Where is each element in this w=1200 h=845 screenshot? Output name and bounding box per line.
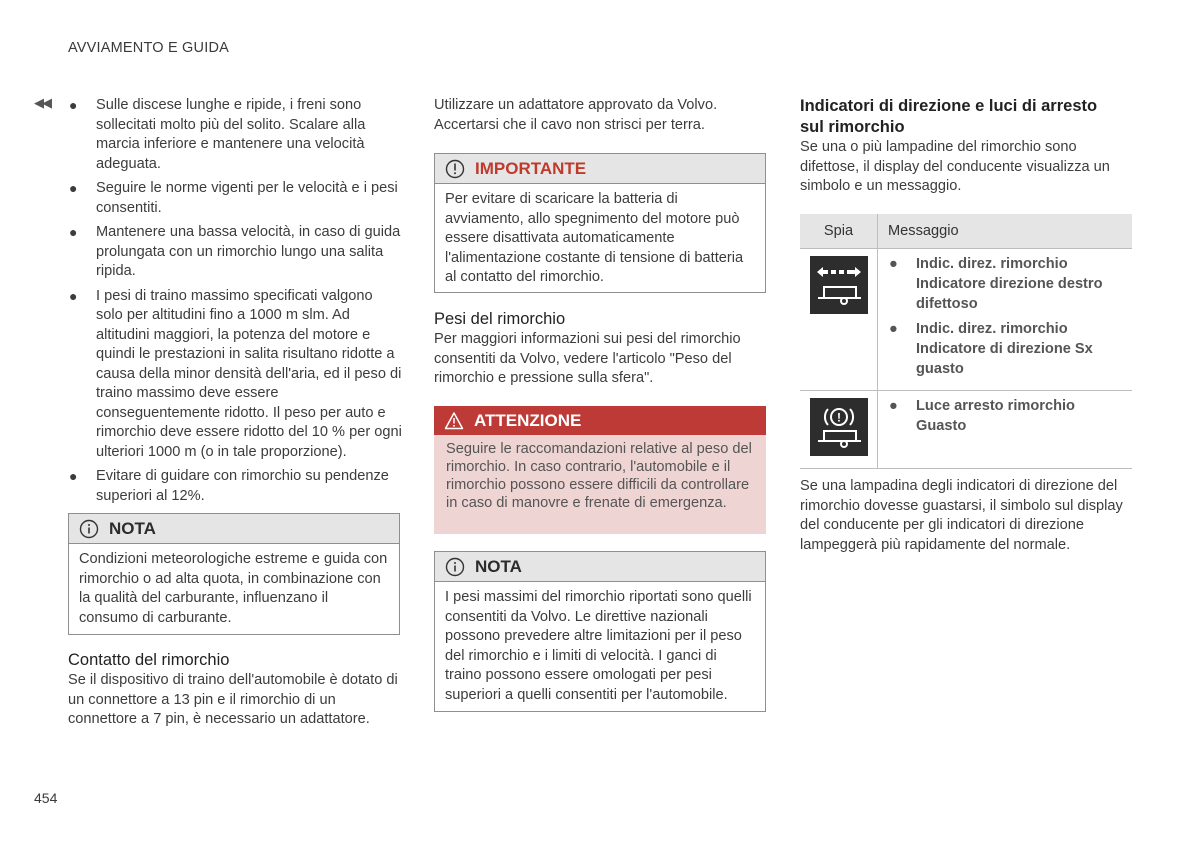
svg-text:!: ! (836, 410, 841, 425)
info-icon (445, 557, 465, 577)
list-item: ● Seguire le norme vigenti per le velocità e i pesi consentiti. (69, 180, 398, 216)
table-row (800, 249, 1132, 391)
message-item: ● Luce arresto rimorchio Guasto (889, 398, 1075, 434)
importante-title: IMPORTANTE (475, 158, 587, 178)
list-item: ● I pesi di traino massimo specificati valgono solo per altitudini fino a 1000 m slm. Ad altitudini maggiori, la potenza del motore e quindi le prestazioni in salita risultano ridotte a causa della minor densità dell'aria, ed il peso di traino massimo deve essere conseguentemente ridotto. Il peso per auto e rimorchio deve essere ridotto del 10 % per ogni ulteriori 1000 m (o in tale proporzione). (69, 287, 402, 460)
section-body: Se il dispositivo di traino dell'automobile è dotato di un connettore a 13 pin e il rimorchio di un connettore a 7 pin, è necessario un adattatore. (68, 672, 398, 727)
section-title: Indicatori di direzione e luci di arresto sul rimorchio (800, 97, 1098, 136)
running-header: AVVIAMENTO E GUIDA (68, 40, 229, 56)
column-right (800, 96, 1132, 197)
attenzione-box (434, 406, 766, 534)
adapter-text: Utilizzare un adattatore approvato da Volvo. Accertarsi che il cavo non strisci per terra. (434, 97, 718, 133)
column-middle (434, 96, 766, 135)
nota-box (68, 513, 400, 635)
list-item: ● Evitare di guidare con rimorchio su pendenze superiori al 12%. (69, 468, 389, 504)
contatto-section (68, 650, 402, 730)
message-item: ● Indic. direz. rimorchio Indicatore direzione destro difettoso (889, 256, 1103, 312)
section-body: Per maggiori informazioni sui pesi del rimorchio consentiti da Volvo, vedere l'articolo "Peso del rimorchio e pressione sulla sfera". (434, 331, 741, 386)
nota-body: Condizioni meteorologiche estreme e guida con rimorchio o ad alta quota, in combinazione con la qualità del carburante, influenzano il consumo di carburante. (79, 551, 388, 626)
pesi-section (434, 309, 766, 389)
importante-body: Per evitare di scaricare la batteria di avviamento, allo spegnimento del motore può essere disattivata automaticamente l'alimentazione costante di tensione di batteria al contatto del rimorchio. (445, 191, 744, 285)
warning-symbol-table (800, 214, 1132, 469)
continued-marker-icon: ◀◀ (34, 95, 50, 110)
direction-indicator-text: Se una lampadina degli indicatori di direzione del rimorchio dovesse guastarsi, il simbolo sul display del conducente per gli indicatori di direzione lampeggerà più rapidamente del normale. (800, 478, 1123, 553)
table-row (800, 391, 1132, 469)
section-title: Contatto del rimorchio (68, 651, 230, 669)
footer-paragraph (800, 477, 1132, 555)
list-item: ● Mantenere una bassa velocità, in caso di guida prolungata con un rimorchio lungo una salita ripida. (69, 224, 401, 279)
precautions-list (68, 96, 402, 506)
nota-body: I pesi massimi del rimorchio riportati sono quelli consentiti da Volvo. Le direttive nazionali possono prevedere altre limitazioni per il peso del rimorchio e i limiti di velocità. I ganci di traino possono essere omologati per pesi superiori a quelli consentiti per l'automobile. (445, 589, 752, 703)
info-icon (79, 519, 99, 539)
nota-title: NOTA (109, 518, 156, 538)
nota-box (434, 551, 766, 712)
list-item: ● Sulle discese lunghe e ripide, i freni sono sollecitati molto più del solito. Scalare alla marcia inferiore e mantenere una velocità adeguata. (69, 97, 366, 172)
column-header-messaggio: Messaggio (878, 214, 1133, 249)
attenzione-title: ATTENZIONE (474, 410, 582, 430)
section-body: Se una o più lampadine del rimorchio sono difettose, il display del conducente visualizza un simbolo e un messaggio. (800, 139, 1110, 194)
trailer-turn-indicator-icon (810, 256, 868, 314)
nota-title: NOTA (475, 556, 522, 576)
attenzione-body: Seguire le raccomandazioni relative al peso del rimorchio. In caso contrario, l'automobile e il rimorchio possono essere difficili da controllare in caso di manovre e frenate di emergenza. (446, 441, 752, 511)
column-header-spia: Spia (800, 214, 878, 249)
warning-triangle-icon (444, 411, 464, 431)
importante-box (434, 153, 766, 293)
message-item: ● Indic. direz. rimorchio Indicatore di direzione Sx guasto (889, 321, 1093, 377)
trailer-brake-light-icon (810, 398, 868, 456)
page-number: 454 (34, 790, 58, 806)
column-left (68, 96, 402, 511)
exclamation-icon (445, 159, 465, 179)
section-title: Pesi del rimorchio (434, 310, 566, 328)
